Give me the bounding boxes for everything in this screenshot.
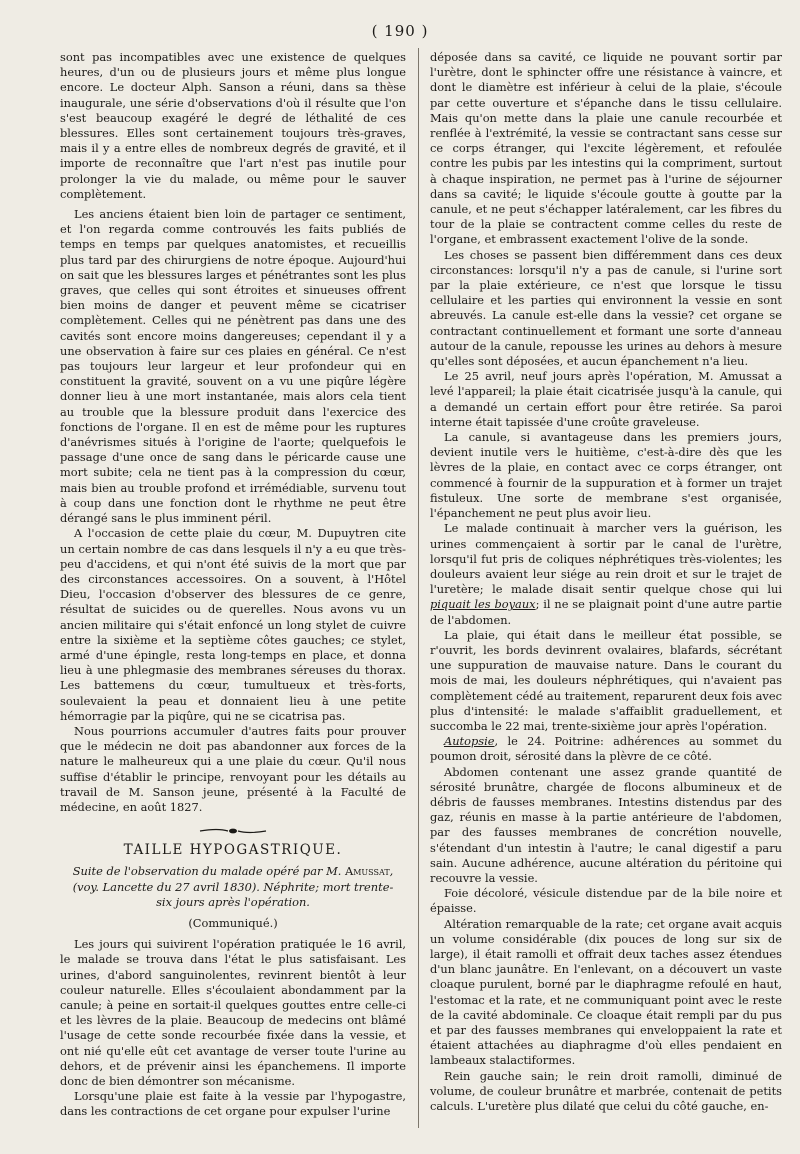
left-paragraph-6: Lorsqu'une plaie est faite à la vessie par l'hypogastre, dans les contractions de cet organe pour expulser l'urine xyxy=(60,1089,406,1119)
right-paragraph-5b: ; il ne se plaignait point d'une autre partie de l'abdomen. xyxy=(430,597,782,627)
left-paragraph-4: Nous pourrions accumuler d'autres faits pour prouver que le médecin ne doit pas abandonner aux forces de la nature le malheureux qui a une plaie du cœur. Qu'il nous suffise d'établir le principe, renvoyant pour les détails au travail de M. Sanson jeune, présenté à la Faculté de médecine, en août 1827. xyxy=(60,723,406,814)
left-paragraph-2: Les anciens étaient bien loin de partager ce sentiment, et l'on regarda comme controuvés les faits publiés de temps en temps par quelques anatomistes, et recueillis plus tard par des chirurgiens de notre époque. Aujourd'hui on sait que les blessures larges et pénétrantes sont les plus graves, que celles qui sont étroites et sinueuses offrent bien moins de danger et peuvent même se cicatriser complètement. Celles qui ne pénètrent pas dans une des cavités sont encore moins dangereuses; cependant il y a une observation à faire sur ces plaies en général. Ce n'est pas toujours leur largeur et leur profondeur qui en constituent la gravité, souvent on a vu une piqûre légère donner lieu à une mort instantanée, mais alors cela tient au trouble que la blessure produit dans l'exercice des fonctions de l'organe. Il en est de même pour les ruptures d'anévrismes situés à l'origine de l'aorte; quelquefois le passage d'une once de sang dans le péricarde cause une mort subite; cela ne tient pas à la compression du cœur, mais bien au trouble profond et irrémédiable, survenu tout à coup dans une fonction dont le rhythme ne peut être dérangé sans le plus imminent péril. xyxy=(60,207,406,526)
column-divider xyxy=(418,48,419,1128)
right-paragraph-10: Altération remarquable de la rate; cet organe avait acquis un volume considérable (dix pouces de long sur six de large), il était ramolli et offrait deux taches assez étendues d'un blanc jaunâtre. En l'enlevant, on a découvert un vaste cloaque purulent, borné par le diaphragme refoulé en haut, l'estomac et la rate, et ne communiquant point avec le reste de la cavité abdominale. Ce cloaque était rempli par du pus et par des fausses membranes qui enveloppaient la rate et étaient attachées au diaphragme d'où elles pendaient en lambeaux stalactiformes. xyxy=(430,916,782,1068)
autopsy-label: Autopsie xyxy=(444,734,495,749)
left-paragraph-1: sont pas incompatibles avec une existence de quelques heures, d'un ou de plusieurs jours et même plus longue encore. Le docteur Alph. Sanson a réuni, dans sa thèse inaugurale, une série d'observations d'où il résulte que l'on s'est beaucoup exagéré le degré de léthalité de ces blessures. Elles sont certainement toujours très-graves, mais il y a entre elles de nombreux degrés de gravité, et il importe de reconnaître que l'art n'est pas inutile pour prolonger la vie du malade, ou même pour le sauver complètement. xyxy=(60,50,406,201)
right-paragraph-11: Rein gauche sain; le rein droit ramolli, diminué de volume, de couleur brunâtre et marbrée, contenait de petits calculs. L'uretère plus dilaté que celui du côté gauche, en- xyxy=(430,1068,782,1114)
right-paragraph-4: La canule, si avantageuse dans les premiers jours, devient inutile vers le huitième, c'est-à-dire dès que les lèvres de la plaie, en contact avec ce corps étranger, ont commencé à fournir de la suppuration et à former un trajet fistuleux. Une sorte de membrane s'est organisée, l'épanchement ne peut plus avoir lieu. xyxy=(430,430,782,521)
subtitle-text-b: , (voy. Lancette du 27 avril 1830). Néphrite; mort trente-six jours après l'opération. xyxy=(72,864,394,909)
subtitle-surgeon-name: Amussat xyxy=(345,864,390,879)
right-paragraph-9: Foie décoloré, vésicule distendue par de la bile noire et épaisse. xyxy=(430,886,782,916)
left-paragraph-5: Les jours qui suivirent l'opération pratiquée le 16 avril, le malade se trouva dans l'état le plus satisfaisant. Les urines, d'abord sanguinolentes, revinrent bientôt à leur couleur naturelle. Elles s'écoulaient abondamment par la canule; à peine en sortait-il quelques gouttes entre celle-ci et les lèvres de la plaie. Beaucoup de medecins ont blâmé l'usage de cette sonde recourbée fixée dans la vessie, et ont nié qu'elle eût cet avantage de verser toute l'urine au dehors, et de prévenir ainsi les épanchemens. Il importe donc de bien démontrer son mécanisme. xyxy=(60,937,406,1088)
right-paragraph-5 xyxy=(430,521,782,627)
section-title: TAILLE HYPOGASTRIQUE. xyxy=(123,842,343,859)
ornament-divider xyxy=(198,827,268,835)
left-column xyxy=(60,50,406,1120)
communique-label: (Communiqué.) xyxy=(188,915,278,930)
right-paragraph-3: Le 25 avril, neuf jours après l'opération, M. Amussat a levé l'appareil; la plaie était cicatrisée jusqu'à la canule, qui a demandé un certain effort pour être retirée. Sa paroi interne était tapissée d'une croûte graveleuse. xyxy=(430,369,782,429)
left-paragraph-3: A l'occasion de cette plaie du cœur, M. Dupuytren cite un certain nombre de cas dans lesquels il n'y a eu que très-peu d'accidens, et qui n'ont été suivis de la mort que par des circonstances accessoires. On a souvent, à l'Hôtel Dieu, l'occasion d'observer des blessures de ce genre, résultat de suicides ou de querelles. Nous avons vu un ancien militaire qui s'était enfoncé un long stylet de cuivre entre la sixième et la septième côtes gauches; ce stylet, armé d'une épingle, resta long-temps en place, et donna lieu à une phlegmasie des membranes séreuses du thorax. Les battemens du cœur, tumultueux et très-forts, soulevaient la peau et donnaient lieu à une petite hémorragie par la piqûre, qui ne se cicatrisa pas. xyxy=(60,526,406,723)
page-number: ( 190 ) xyxy=(371,22,429,40)
right-paragraph-5a: Le malade continuait à marcher vers la guérison, les urines commençaient à sortir par le canal de l'urètre, lorsqu'il fut pris de coliques néphrétiques très-violentes; les douleurs avaient leur siége au rein droit et sur le trajet de l'uretère; le malade disait sentir quelque chose qui lui xyxy=(430,521,782,597)
right-column xyxy=(430,50,782,1114)
right-paragraph-8: Abdomen contenant une assez grande quantité de sérosité brunâtre, chargée de flocons albumineux et de débris de fausses membranes. Intestins distendus par des gaz, réunis en masse à la partie antérieure de l'abdomen, par des fausses membranes de concrétion nouvelle, s'étendant d'un intestin à l'autre; le canal digestif a paru sain. Aucune adhérence, aucune altération du péritoine qui recouvre la vessie. xyxy=(430,764,782,885)
quoted-phrase: piquait les boyaux xyxy=(430,597,536,612)
right-paragraph-1: déposée dans sa cavité, ce liquide ne pouvant sortir par l'urètre, dont le sphincter offre une résistance à vaincre, et dont le diamètre est inférieur à celui de la plaie, s'écoule par cette ouverture et s'épanche dans le tissu cellulaire. Mais qu'on mette dans la plaie une canule recourbée et renflée à l'extrémité, la vessie se contractant sans cesse sur ce corps étranger, qui l'excite légèrement, et refoulée contre les pubis par les intestins qui la compriment, surtout à chaque inspiration, ne permet pas à l'urine de séjourner dans sa cavité; le liquide s'écoule goutte à goutte par la canule, et ne peut s'échapper latéralement, car les fibres du tour de la plaie se contractent comme celles du reste de l'organe, et embrassent exactement l'olive de la sonde. xyxy=(430,50,782,247)
right-paragraph-7-text: , le 24. Poitrine: adhérences au sommet du poumon droit, sérosité dans la plèvre de ce côté. xyxy=(430,734,782,764)
right-paragraph-7 xyxy=(430,734,782,764)
right-paragraph-2: Les choses se passent bien différemment dans ces deux circonstances: lorsqu'il n'y a pas de canule, si l'urine sort par la plaie extérieure, ce n'est que lorsque le tissu cellulaire et les parties qui environnent la vessie en sont abreuvés. La canule est-elle dans la vessie? cet organe se contractant continuellement et formant une sorte d'anneau autour de la canule, repousse les urines au dehors à mesure qu'elles sont déposées, et aucun épanchement n'a lieu. xyxy=(430,247,782,369)
section-subtitle xyxy=(68,864,398,910)
right-paragraph-6: La plaie, qui était dans le meilleur état possible, se r'ouvrit, les bords devinrent ovalaires, blafards, sécrétant une suppuration de mauvaise nature. Dans le courant du mois de mai, les douleurs néphrétiques, qui n'avaient pas complètement cédé au traitement, reparurent deux fois avec plus d'intensité: le malade s'affaiblit graduellement, et succomba le 22 mai, trente-sixième jour après l'opération. xyxy=(430,627,782,733)
subtitle-text-a: Suite de l'observation du malade opéré par M. xyxy=(72,864,345,879)
